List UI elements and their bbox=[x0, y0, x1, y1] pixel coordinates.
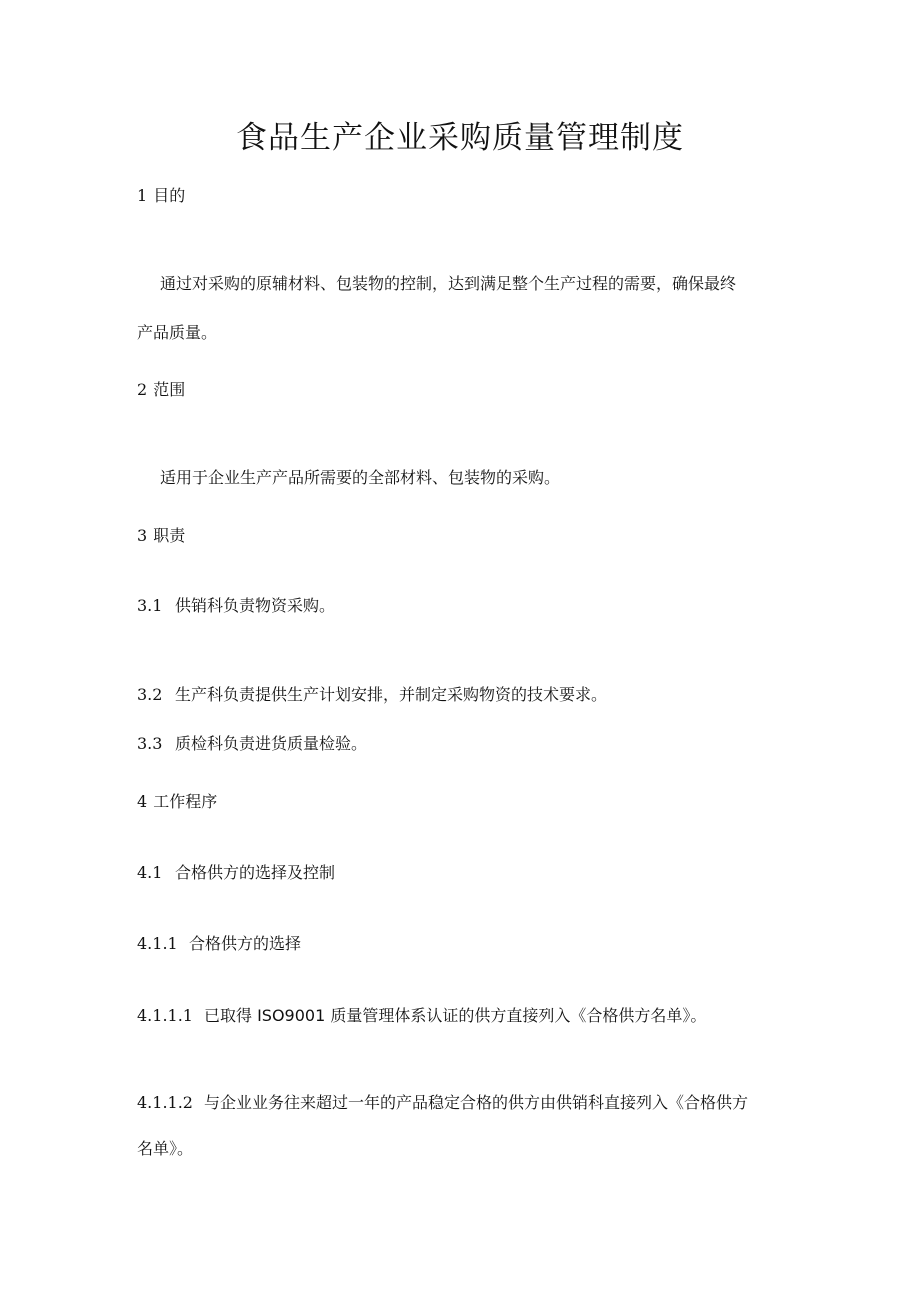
section-heading-text: 工作程序 bbox=[153, 792, 218, 811]
clause-number: 4.1 bbox=[137, 863, 163, 882]
clause-text: 质检科负责进货质量检验。 bbox=[175, 734, 368, 753]
clause-4-1-1 bbox=[137, 932, 301, 956]
section-2-body: 适用于企业生产产品所需要的全部材料、包装物的采购。 bbox=[160, 468, 561, 487]
section-heading-text: 范围 bbox=[153, 380, 186, 399]
section-heading-text: 目的 bbox=[153, 186, 186, 205]
clause-text: 生产科负责提供生产计划安排，并制定采购物资的技术要求。 bbox=[175, 685, 608, 704]
section-4-heading bbox=[137, 790, 217, 814]
clause-number: 4.1.1.1 bbox=[137, 1006, 193, 1025]
clause-text: 合格供方的选择及控制 bbox=[175, 863, 336, 882]
clause-3-3 bbox=[137, 732, 367, 756]
section-2-heading bbox=[137, 378, 185, 402]
clause-3-1 bbox=[137, 594, 335, 618]
clause-4-1 bbox=[137, 861, 335, 885]
clause-text: 与企业业务往来超过一年的产品稳定合格的供方由供销科直接列入《合格供方 bbox=[204, 1093, 749, 1112]
section-number: 4 bbox=[137, 792, 148, 811]
clause-4-1-1-2-line-2: 名单》。 bbox=[137, 1139, 194, 1158]
section-3-heading bbox=[137, 524, 185, 548]
clause-3-2 bbox=[137, 683, 607, 707]
clause-text: 合格供方的选择 bbox=[189, 934, 302, 953]
clause-text: 已取得 ISO9001 质量管理体系认证的供方直接列入《合格供方名单》。 bbox=[204, 1006, 707, 1025]
clause-number: 4.1.1.2 bbox=[137, 1093, 193, 1112]
section-number: 1 bbox=[137, 186, 148, 205]
section-number: 3 bbox=[137, 526, 148, 545]
section-number: 2 bbox=[137, 380, 148, 399]
clause-number: 4.1.1 bbox=[137, 934, 178, 953]
clause-number: 3.1 bbox=[137, 596, 163, 615]
clause-4-1-1-2-line-1 bbox=[137, 1091, 748, 1115]
section-heading-text: 职责 bbox=[153, 526, 186, 545]
clause-4-1-1-1 bbox=[137, 1004, 706, 1028]
clause-text: 供销科负责物资采购。 bbox=[175, 596, 336, 615]
section-1-heading bbox=[137, 184, 185, 208]
clause-number: 3.3 bbox=[137, 734, 163, 753]
document-title: 食品生产企业采购质量管理制度 bbox=[236, 120, 684, 156]
section-1-body-line-1: 通过对采购的原辅材料、包装物的控制，达到满足整个生产过程的需要，确保最终 bbox=[160, 274, 737, 293]
clause-number: 3.2 bbox=[137, 685, 163, 704]
section-1-body-line-2: 产品质量。 bbox=[137, 323, 218, 342]
